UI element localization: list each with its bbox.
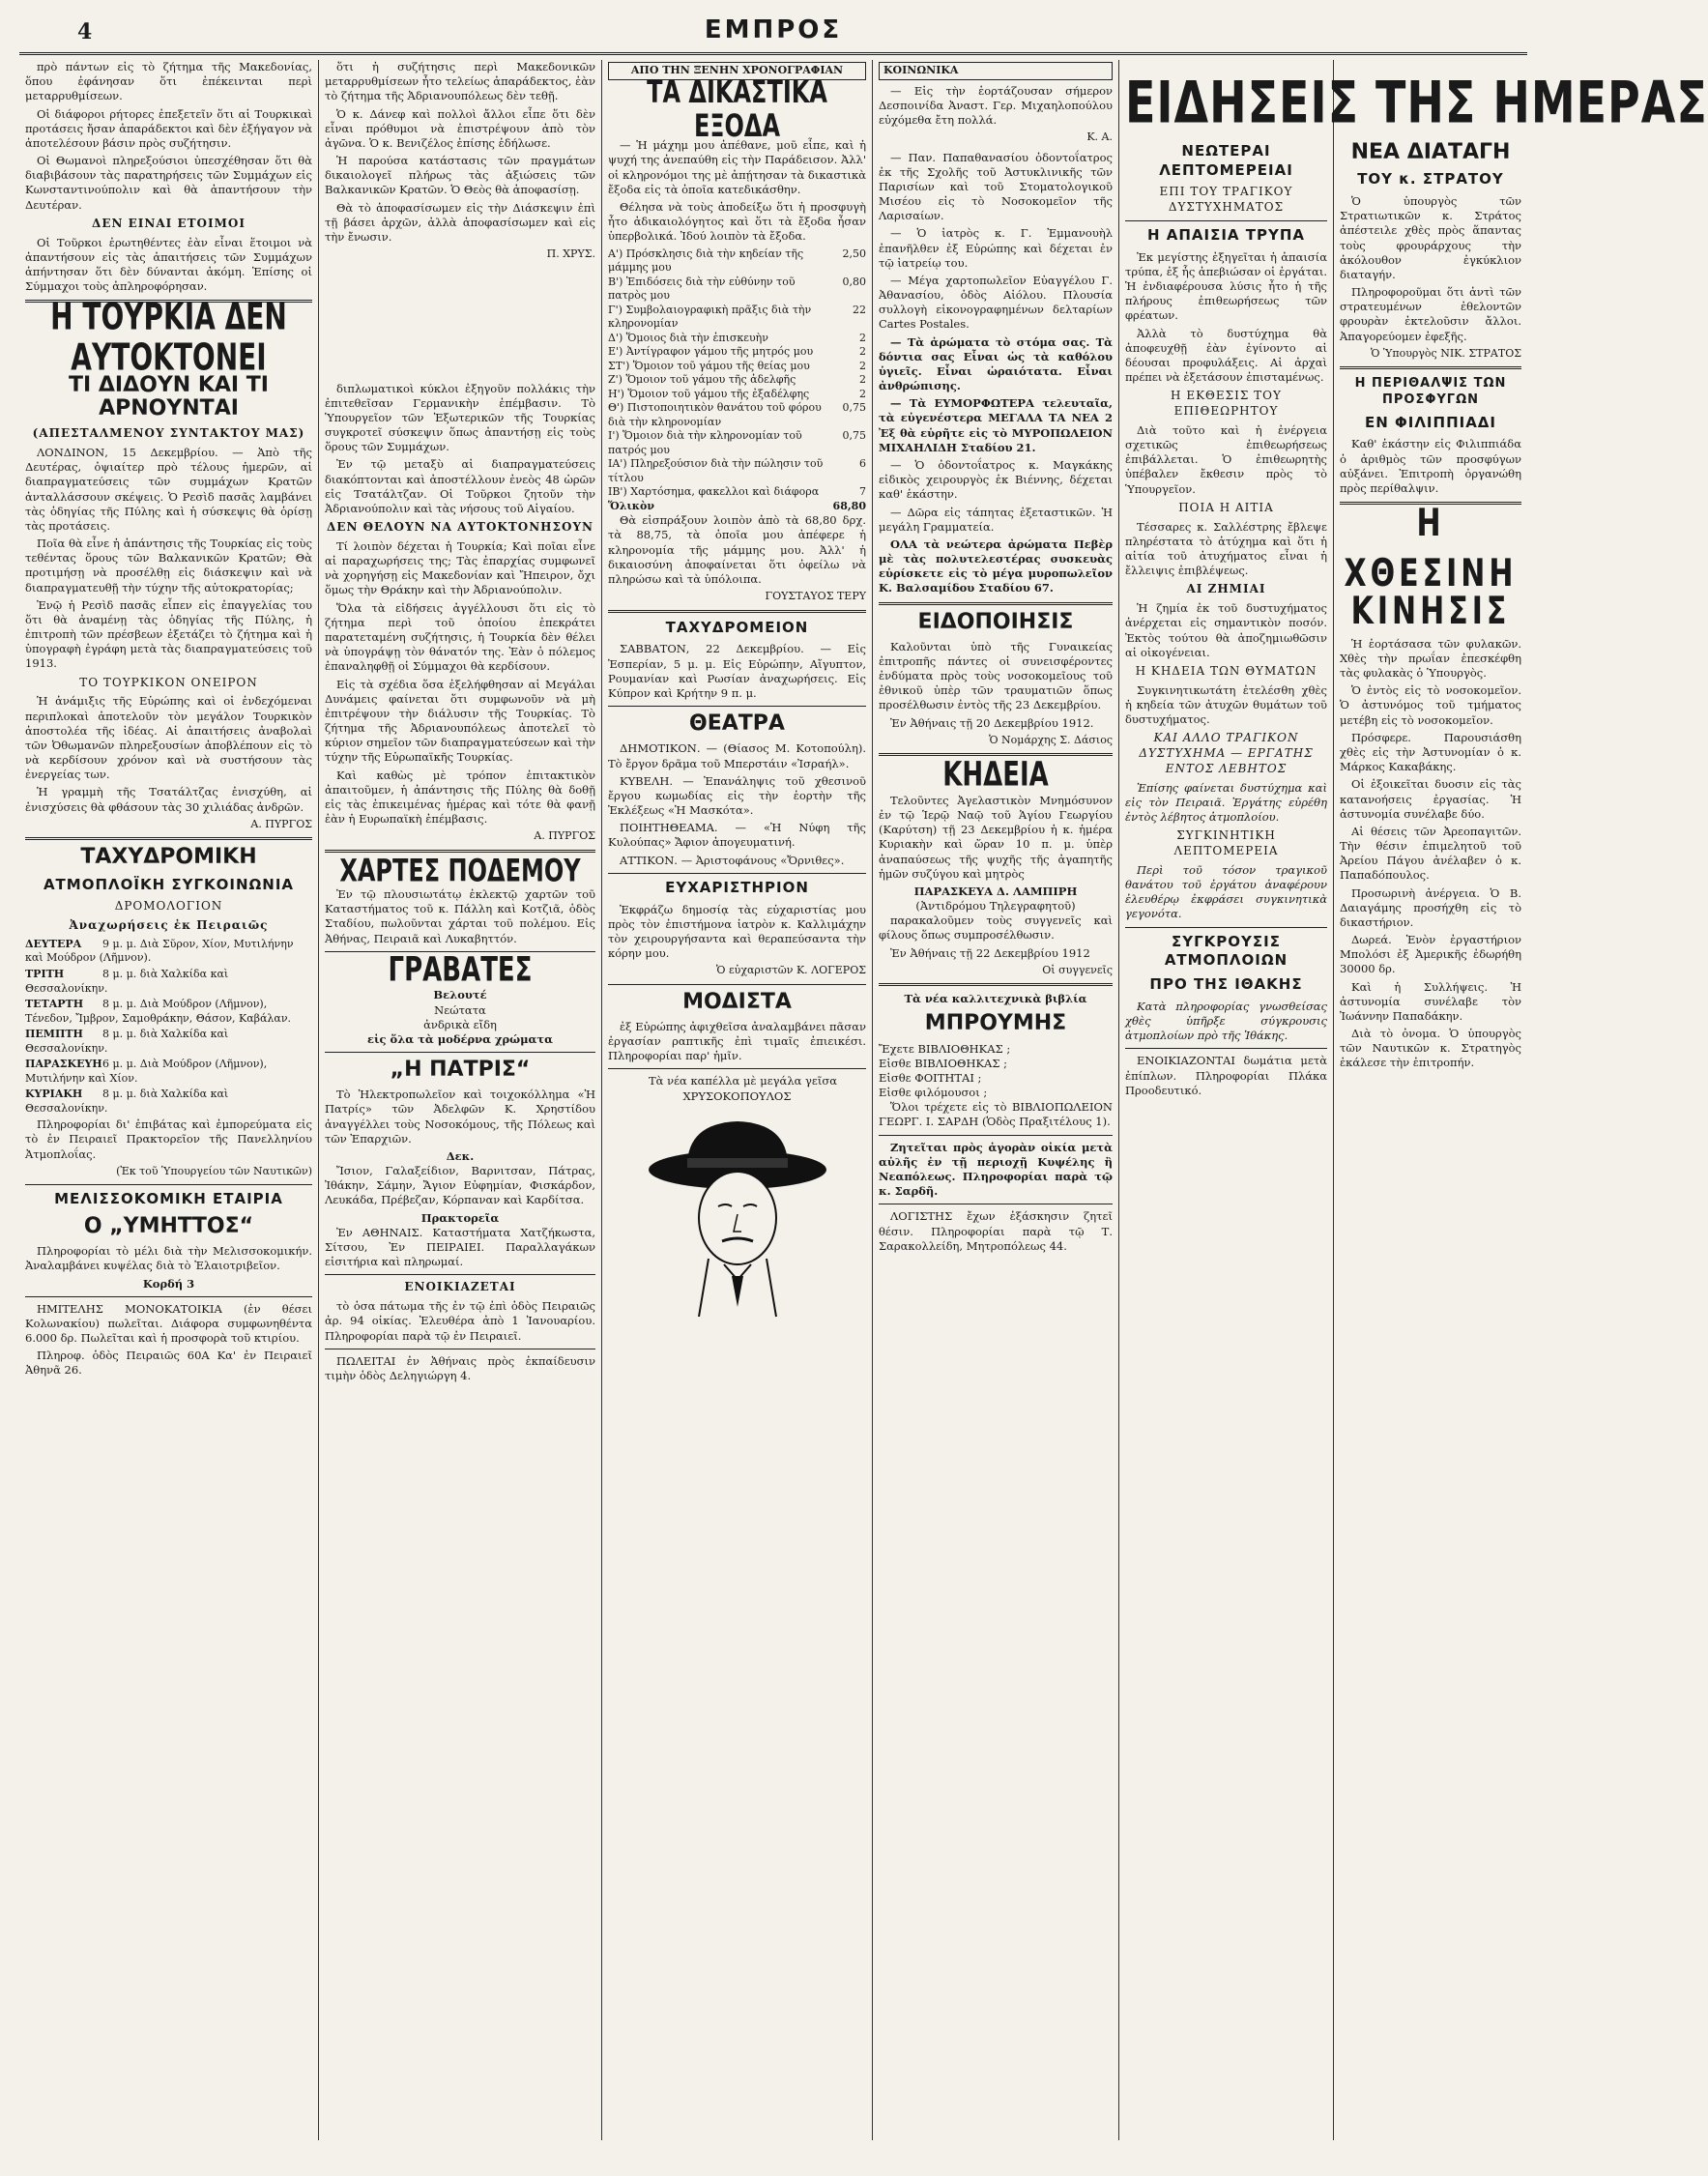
expense-label: Ε') Ἀντίγραφον γάμου τῆς μητρός μου (608, 345, 814, 359)
columns (19, 60, 1708, 2140)
article-text: Ἡ γραμμὴ τῆς Τσατάλτζας ἐνισχύθη, αἱ ἐνισχύσεις θὰ φθάσουν τὰς 30 χιλιάδας ἀνδρῶν. (25, 785, 312, 814)
column-2 (319, 60, 602, 2140)
article-text: Ὁ ὑπουργὸς τῶν Στρατιωτικῶν κ. Στράτος ἀπέστειλε χθὲς πρὸς ἅπαντας τοὺς φρουράρχους τὴν ἀκόλουθον ἐγκύκλιον διαταγήν. (1340, 193, 1521, 281)
expense-row (608, 276, 866, 304)
expense-amount: 2,50 (842, 247, 866, 260)
article-text: παρακαλοῦμεν τοὺς συγγενεῖς καὶ φίλους ὅπως συμπροσέλθωσιν. (879, 914, 1113, 943)
ad-text: Πληροφορίαι τὸ μέλι διὰ τὴν Μελισσοκομικήν. Ἀναλαμβάνει κυψέλας διὰ τὸ Ἐλαιοτριβεῖον. (25, 1244, 312, 1273)
headline: ΝΕΩΤΕΡΑΙ ΛΕΠΤΟΜΕΡΕΙΑΙ (1159, 141, 1293, 179)
article-text: Προσωρινὴ ἀνέργεια. Ὁ Β. Δαιαγάμης προσήχθη εἰς τὸ δικαστήριον. (1340, 885, 1521, 929)
article-text: Εἰς τὰ σχέδια ὅσα ἐξελήφθησαν αἱ Μεγάλαι Δυνάμεις φαίνεται ὅτι συμφωνοῦν νὰ μὴ ἐπιτρέψουν τὴν διάλυσιν τῆς Τουρκίας. Τὸ ζήτημα τῆς Ἀδριανουπόλεως ἀποτελεῖ τὸ κύριον σημεῖον τῶν διαπραγματεύσεων καὶ τὴν τύχην τῆς Εὐρωπαϊκῆς Τουρκίας. (325, 677, 595, 765)
headline: ΚΙΝΗΣΙΣ (1350, 589, 1511, 634)
expense-label: Β') Ἐπιδόσεις διὰ τὴν εὐθύνην τοῦ πατρὸς μου (608, 275, 796, 303)
article-text: Πληροφοροῦμαι ὅτι ἀντὶ τῶν στρατευμένων ἐθελοντῶν φρουρὰν ἐκτελοῦσιν ἄλλοι. Ἀπαγορεύομεν ἐφεξῆς. (1340, 285, 1521, 343)
article-text: ΚΥΒΕΛΗ. — Ἐπανάληψις τοῦ χθεσινοῦ ἔργου κωμωδίας εἰς τὴν ἑορτὴν τῆς Ἐκλέξεως «Ἡ Μασκότα». (608, 773, 866, 818)
ad-text: Ἐν ΑΘΗΝΑΙΣ. Καταστήματα Χατζήκωστα, Σίτσου, Ἐν ΠΕΙΡΑΙΕΙ. Παραλλαγάκων εἰσιτήρια καὶ πληρωμαί. (325, 1225, 595, 1269)
article-text: Ὁ κ. Δάνεφ καὶ πολλοὶ ἄλλοι εἶπε ὅτι δὲν εἶναι πρόθυμοι νὰ ἐπιστρέψουν ἀπὸ τὸν ἀγῶνα. Ὁ κ. Βενιζέλος ἐπίσης ἐδήλωσε. (325, 106, 595, 150)
section-banner: ΚΟΙΝΩΝΙΚΑ (879, 62, 1113, 80)
column-4 (873, 60, 1119, 2140)
ad-line: Δεκ. (446, 1148, 475, 1163)
article-text: διπλωματικοὶ κύκλοι ἐξηγοῦν πολλάκις τὴν ἐπιτεθεῖσαν Γερμανικὴν ἐπέμβασιν. Τὸ Ὑπουργεῖον τῶν Ἐξωτερικῶν τῆς Τουρκίας συγκροτεῖ σύσκεψιν ὅπως ἀπαντήσῃ εἰς τοὺς ὅρους τῶν Συμμάχων. (325, 381, 595, 454)
article-text: Ἡ ἑορτάσασα τῶν φυλακῶν. Χθὲς τὴν πρωΐαν ἐπεσκέφθη τὰς φυλακὰς ὁ Ὑπουργὸς. (1340, 636, 1521, 681)
newspaper-title: ΕΜΠΡΟΣ (704, 15, 843, 44)
hat-ad-illustration (608, 1114, 866, 1320)
article-text: Ἐκ μεγίστης ἐξηγεῖται ἡ ἀπαισία τρύπα, ἐξ ἧς ἀπεβιώσαν οἱ ἐργάται. Ἡ ἐνδιαφέρουσα λύσις ἦτο ἡ τῆς πλήρους ἐπιθεωρήσεως τῶν φρέατων. (1125, 249, 1327, 323)
page-number: 4 (77, 19, 93, 44)
article-text: — Ὁ ὀδοντοΐατρος κ. Μαγκάκης εἰδικὸς χειρουργὸς ἐκ Βιέννης, δέχεται καθ' ἑκάστην. (879, 457, 1113, 502)
article-text: Ἐν τῷ μεταξὺ αἱ διαπραγματεύσεις διακόπτονται καὶ ἀποστέλλουν ἐνεὸς 48 ὡρῶν εἰς Τσατάλτζαν. Οἱ Τοῦρκοι ζητοῦν τὴν Ἀδριανούπολιν καὶ τὰς νήσους τοῦ Αἰγαίου. (325, 457, 595, 515)
article-text: Ὁ ἐντὸς εἰς τὸ νοσοκομεῖον. Ὁ ἀστυνόμος τοῦ τμήματος μετέβη εἰς τὸ νοσοκομεῖον. (1340, 683, 1521, 727)
ad-heading: ΓΡΑΒΑΤΕΣ (388, 950, 533, 990)
article-text: Θὰ τὸ ἀποφασίσωμεν εἰς τὴν Διάσκεψιν ἐπὶ τῇ βάσει ἀρχῶν, ἀλλὰ ἀποφασίσωμεν καὶ εἰς τὴν ἔνωσιν. (325, 200, 595, 244)
expense-amount: 2 (859, 359, 866, 372)
headline: ΤΙ ΔΙΔΟΥΝ ΚΑΙ ΤΙ ΑΡΝΟΥΝΤΑΙ (69, 372, 269, 421)
ad-text: ΠΩΛΕΙΤΑΙ ἐν Ἀθήναις πρὸς ἐκπαίδευσιν τιμὴν ὁδὸς Δεληγιώργη 4. (325, 1353, 595, 1382)
headline: Η ΤΟΥΡΚΙΑ ΔΕΝ ΑΥΤΟΚΤΟΝΕΙ (50, 295, 287, 379)
article-text: Ἀλλὰ τὸ δυστύχημα θὰ ἀποφευχθῇ ἐὰν ἐγίνοντο αἱ δέουσαι προφυλάξεις. Αἱ ἀρχαὶ πρέπει νὰ ἐξετάσουν ἐπισταμένως. (1125, 326, 1327, 385)
column-3 (602, 60, 873, 2140)
expense-row (608, 360, 866, 374)
signature: Ὁ Νομάρχης Σ. Δάσιος (989, 733, 1113, 746)
article-text: Συγκινητικωτάτη ἐτελέσθη χθὲς ἡ κηδεία τῶν ἀτυχῶν θυμάτων τοῦ δυστυχήματος. (1125, 682, 1327, 727)
divider (25, 1184, 312, 1185)
expense-label: Ι') Ὅμοιον διὰ τὴν κληρονομίαν τοῦ πατρός μου (608, 429, 802, 456)
headline: ΤΟΥ κ. ΣΤΡΑΤΟΥ (1357, 170, 1504, 189)
mail-heading: ΑΤΜΟΠΛΟΪΚΗ ΣΥΓΚΟΙΝΩΝΙΑ (43, 875, 295, 893)
schedule-row: ΠΑΡΑΣΚΕΥΗ6 μ. μ. Διὰ Μούδρον (Λῆμνον), Μυτιλήνην καὶ Χίον. (25, 1058, 268, 1085)
expense-amount: 2 (859, 331, 866, 344)
expense-amount: 22 (853, 303, 866, 316)
expense-amount: 2 (859, 345, 866, 359)
article-text: — Παν. Παπαθανασίου ὁδοντοΐατρος ἐκ τῆς Σχολῆς τοῦ Ἀστυκλινικῆς τῶν Παρισίων καὶ τοῦ Στοματολογικοῦ Μισέου εἰς τὸ Νοσοκομεῖον τῆς Λαρισαίων. (879, 150, 1113, 223)
schedule-row: ΔΕΥΤΕΡΑ 9 μ. μ. Διὰ Σῦρον, Χίον, Μυτιλήνην καὶ Μούδρον (Λῆμνον). (25, 937, 294, 965)
expense-total: Ὅλικὸν 68,80 (608, 499, 866, 512)
article-text: Αἱ θέσεις τῶν Ἀρεοπαγιτῶν. Τὴν θέσιν ἐπιμελητοῦ τοῦ Ἀρείου Πάγου ἀνέλαβεν ὁ κ. Παπαδόπουλος. (1340, 824, 1521, 883)
ad-heading: ΜΠΡΟΥΜΗΣ (924, 1011, 1067, 1036)
article-text: Θέλησα νὰ τοὺς ἀποδείξω ὅτι ἡ προσφυγὴ ἦτο ἀδικαιολόγητος καὶ ὅτι τὰ ἔξοδα ἦσαν ὑπερβολικά. Ἰδού λοιπὸν τὰ ἔξοδα. (608, 199, 866, 244)
signature: (Ἐκ τοῦ Ὑπουργείου τῶν Ναυτικῶν) (116, 1164, 312, 1177)
article-text: — Ἡ μάχημ μου ἀπέθανε, μοῦ εἶπε, καὶ ἡ ψυχή της ἀνεπαύθη εἰς τὴν Παράδεισον. Ἀλλ' οἱ κληρονόμοι της μὲ ἀπῄτησαν τὰ δικαστικὰ ἔξοδα εἰς τὰ ὁποῖα κατεδικάσθην. (608, 138, 866, 196)
subheading: Η ΚΗΔΕΙΑ ΤΩΝ ΘΥΜΑΤΩΝ (1135, 663, 1317, 678)
ad-text: Πληροφ. ὁδὸς Πειραιῶς 60Α Κα' ἐν Πειραιεῖ Ἀθηνᾶ 26. (25, 1349, 312, 1378)
schedule-row: ΤΕΤΑΡΤΗ 8 μ. μ. Διὰ Μούδρον (Λῆμνον), Τένεδον, Ἴμβρον, Σαμοθράκην, Θάσον, Καβάλαν. (25, 998, 292, 1025)
divider (608, 984, 866, 985)
expense-label: Δ') Ὅμοιος διὰ τὴν ἐπισκευὴν (608, 331, 768, 344)
expense-row (608, 373, 866, 388)
ad-text: ἐξ Εὐρώπης ἀφιχθεῖσα ἀναλαμβάνει πᾶσαν ἐργασίαν ραπτικῆς ἐπὶ τιμαῖς ἐπιεικέσι. Πληροφορίαι παρ' ἡμῖν. (608, 1019, 866, 1063)
headline: ΕΠΙ ΤΟΥ ΤΡΑΓΙΚΟΥ ΔΥΣΤΥΧΗΜΑΤΟΣ (1159, 185, 1293, 215)
ad-heading: ΧΑΡΤΕΣ ΠΟΔΕΜΟΥ (339, 852, 581, 889)
divider (325, 1274, 595, 1275)
signature: Α. ΠΥΡΓΟΣ (534, 829, 595, 843)
expense-row (608, 247, 866, 276)
expense-row (608, 457, 866, 485)
expense-label: ΣΤ') Ὅμοιον τοῦ γάμου τῆς θείας μου (608, 359, 810, 372)
ad-heading: ΜΕΛΙΣΣΟΚΟΜΙΚΗ ΕΤΑΙΡΙΑ (54, 1190, 283, 1208)
article-text: Θὰ εἰσπράξουν λοιπὸν ἀπὸ τὰ 68,80 δρχ. τὰ 88,75, τὰ ὁποῖα μου ἀπέφερε ἡ κληρονομία τῆς μάμμης μου. Ἀλλ' ἡ δικαιοσύνη ἀποφαίνεται ὅτι ὀφείλω νὰ πληρώσω καὶ τὰ ὑπόλοιπα. (608, 513, 866, 586)
expense-row (608, 304, 866, 332)
spacer (325, 268, 595, 382)
schedule-row: ΤΡΙΤΗ 8 μ. μ. διὰ Χαλκίδα καὶ Θεσσαλονίκην. (25, 968, 229, 995)
subheading: ΣΥΓΚΙΝΗΤΙΚΗ ΛΕΠΤΟΜΕΡΕΙΑ (1173, 828, 1279, 858)
article-text: ΛΟΝΔΙΝΟΝ, 15 Δεκεμβρίου. — Ἀπὸ τῆς Δευτέρας, ὀψιαίτερ πρὸ τέλους ἡμερῶν, αἱ διαπραγματεύσεις τῶν συμμάχων Κρατῶν ἀνταλλάσσουν σκέψεις. Ὁ Ρεσὶδ πασᾶς λαμβάνει τὰς ὁδηγίας τῆς Πύλης καὶ ἡ σύσκεψις θὰ ὁρίσῃ τὰς προτάσεις. (25, 446, 312, 533)
article-text: Κατὰ πληροφορίας γνωσθείσας χθὲς ὑπῆρξε σύγκρουσις ἀτμοπλοίων πρὸ τῆς Ἰθάκης. (1125, 999, 1327, 1043)
article-text: — Μέγα χαρτοπωλεῖον Εὐαγγέλου Γ. Ἀθανασίου, ὁδὸς Αἰόλου. Πλουσία συλλογὴ εἰκονογραφημένων δελταρίων Cartes Postales. (879, 273, 1113, 332)
expense-row (608, 345, 866, 360)
expense-amount: 0,75 (842, 401, 866, 415)
article-text: Διὰ τὸ ὀνομα. Ὁ ὑπουργὸς τῶν Ναυτικῶν κ. Στρατηγὸς ἐκάλεσε τὴν ἐπιτροπήν. (1340, 1027, 1521, 1070)
divider (608, 1068, 866, 1069)
article-text: Ἐπίσης φαίνεται δυστύχημα καὶ εἰς τὸν Πειραιᾶ. Ἐργάτης εὑρέθη ἐντὸς λέβητος ἀτμοπλοίου. (1125, 780, 1327, 825)
expense-amount: 7 (859, 485, 866, 499)
subheading: Η ΕΚΘΕΣΙΣ ΤΟΥ ΕΠΙΘΕΩΡΗΤΟΥ (1171, 389, 1282, 419)
subheading: ΑΙ ΖΗΜΙΑΙ (1186, 582, 1266, 596)
ad-heading: ΜΟΔΙΣΤΑ (682, 989, 792, 1014)
divider (1340, 366, 1521, 369)
expense-label: Θ') Πιστοποιητικὸν θανάτου τοῦ φόρου διὰ τὴν κληρονομίαν (608, 401, 822, 428)
article-text: Πρόσφερε. Παρουσιάσθη χθὲς εἰς τὴν Ἀστυνομίαν ὁ κ. Μάρκος Κακαβάκης. (1340, 730, 1521, 774)
subheading: ΔΕΝ ΘΕΛΟΥΝ ΝΑ ΑΥΤΟΚΤΟΝΗΣΟΥΝ (327, 520, 593, 535)
divider (25, 837, 312, 840)
expense-row (608, 401, 866, 429)
article-text: Τέσσαρες κ. Σαλλέστρης ἔβλεψε πληρέστατα τὸ ἀτύχημα καὶ ὅτι ἡ αἰτία τοῦ ἀτυχήματος εἶναι ἡ ἔλλειψις ἐπιβλέψεως. (1125, 519, 1327, 578)
article-text: ΑΤΤΙΚΟΝ. — Ἀριστοφάνους «Ὄρνιθες». (620, 853, 845, 867)
schedule-row: ΠΕΜΠΤΗ 8 μ. μ. διὰ Χαλκίδα καὶ Θεσσαλονίκην. (25, 1028, 229, 1055)
headline: Η ΠΕΡΙΘΑΛΨΙΣ ΤΩΝ ΠΡΟΣΦΥΓΩΝ (1354, 376, 1507, 408)
subheading: ΠΟΙΑ Η ΑΙΤΙΑ (1178, 500, 1274, 514)
expense-row (608, 388, 866, 402)
signature: Ὁ Ὑπουργὸς ΝΙΚ. ΣΤΡΑΤΟΣ (1371, 346, 1521, 360)
newspaper-page (19, 14, 1708, 2140)
article-text: — Τὰ ΕΥΜΟΡΦΩΤΕΡΑ τελευταῖα, τὰ εὐγενέστερα ΜΕΓΑΛΑ ΤΑ ΝΕΑ 2 Ἐξ θὰ εὑρῆτε εἰς τὸ ΜΥΡΟΠΩΛΕΙΟΝ ΜΙΧΑΗΛΙΔΗ Σταδίου 21. (879, 396, 1113, 454)
ad-text: Ἐν τῷ πλουσιωτάτῳ ἐκλεκτῷ χαρτῶν τοῦ Καταστήματος τοῦ κ. Πάλλη καὶ Κοτζιᾶ, ὁδὸς Σταδίου, πωλοῦνται χάρται τοῦ πολέμου. Εἰς Ἀθήνας, Πειραιᾶ καὶ Λυκαβηττόν. (325, 887, 595, 945)
expense-row (608, 485, 866, 500)
article-text: Καὶ καθὼς μὲ τρόπον ἐπιτακτικὸν ἀπαιτοῦμεν, ἡ ἀπάντησις τῆς Πύλης θὰ δοθῇ εἰς τὰς ἐπικειμένας ἡμέρας καὶ τότε θὰ φανῇ ἐὰν ἡ Ευρωπαϊκὴ ἐπέμβασις. (325, 768, 595, 827)
schedule-row: ΚΥΡΙΑΚΗ 8 μ. μ. διὰ Χαλκίδα καὶ Θεσσαλονίκην. (25, 1088, 229, 1115)
ad-text: Ὅλοι τρέχετε εἰς τὸ ΒΙΒΛΙΟΠΩΛΕΙΟΝ ΓΕΩΡΓ. Ι. ΣΑΡΔΗ (Ὁδὸς Πραξιτέλους 1). (879, 1100, 1113, 1129)
byline: (ΑΠΕΣΤΑΛΜΕΝΟΥ ΣΥΝΤΑΚΤΟΥ ΜΑΣ) (32, 426, 305, 441)
article-text: Καλοῦνται ὑπὸ τῆς Γυναικείας ἐπιτροπῆς πάντες οἱ συνεισφέροντες ἐνδύματα πρὸς τοὺς νοσοκομεῖους τοῦ ἐθνικοῦ ὑπὲρ τῶν τραυματιῶν ὅπως προσέλθωσιν ἐντὸς τῆς 23 Δεκεμβρίου. (879, 639, 1113, 712)
article-text: Ἡ ἀνάμιξις τῆς Εὐρώπης καὶ οἱ ἐνδεχόμεναι περιπλοκαὶ ἀποτελοῦν τὸν μεγάλον Τουρκικὸν ἀποστολέα τῆς ἰδέας. Αἱ ἀπαιτήσεις ἀναβολαὶ τῶν Ὀθωμανῶν πληρεξουσίων ἀποβλέπουν εἰς τὸ νὰ κερδίσουν χρόνον καὶ νὰ συστήσουν τὰς ἐνεργείας των. (25, 694, 312, 782)
article-text: Δωρεά. Ἑνὸν ἐργαστήριον Μπολόσι ἐξ Ἀμερικῆς ἐδωρήθη 30000 δρ. (1340, 933, 1521, 976)
signature: Οἱ συγγενεῖς (1042, 963, 1113, 976)
expense-amount: 0,75 (842, 429, 866, 443)
section-heading: ΕΥΧΑΡΙΣΤΗΡΙΟΝ (665, 878, 809, 896)
article-text: Ἡ ζημία ἐκ τοῦ δυστυχήματος ἀνέρχεται εἰς σημαντικὸν ποσόν. Ἐκτὸς τούτου θὰ ἀποζημιωθῶσιν αἱ οἰκογένειαι. (1125, 601, 1327, 659)
section-heading: ΤΑΧΥΔΡΟΜΕΙΟΝ (665, 618, 809, 636)
book-question: Εἰσθε ΒΙΒΛΙΟΘΗΚΑΣ ; (879, 1056, 1008, 1070)
book-question: Εἰσθε φιλόμουσοι ; (879, 1086, 988, 1100)
ad-text: τὸ ὁσα πάτωμα τῆς ἐν τῷ ἐπὶ ὁδὸς Πειραιῶς ἀρ. 94 οἰκίας. Ἐλευθέρα ἀπὸ 1 Ἰανουαρίου. Πληροφορίαι παρὰ τῷ ἐν Πειραιεῖ. (325, 1299, 595, 1343)
article-text: Ἡ παρούσα κατάστασις τῶν πραγμάτων δικαιολογεῖ πλήρως τὰς ἀξιώσεις τῶν Βαλκανικῶν Κρατῶν. Ὁ Θεὸς θὰ ἀποφασίσῃ. (325, 154, 595, 197)
ad-text: ΛΟΓΙΣΤΗΣ ἔχων ἐξάσκησιν ζητεῖ θέσιν. Πληροφορίαι παρὰ τῷ Τ. Σαρακολλείδη, Μητροπόλεως 44. (879, 1209, 1113, 1253)
divider (608, 610, 866, 613)
mail-subheading: ΔΡΟΜΟΛΟΓΙΟΝ (114, 899, 223, 914)
book-question: Εἰσθε ΦΟΙΤΗΤΑΙ ; (879, 1070, 982, 1085)
ad-line: Τὰ νέα καλλιτεχνικὰ βιβλία (904, 992, 1087, 1006)
article-text: Πληροφορίαι δι' ἐπιβάτας καὶ ἐμπορεύματα εἰς τὸ ἐν Πειραιεῖ Πρακτορεῖον τῆς Πανελληνίου Ἀτμοπλοΐας. (25, 1117, 312, 1161)
article-text: Περὶ τοῦ τόσον τραγικοῦ θανάτου τοῦ ἐργάτου ἀναφέρουν ἐλευθέρῳ ἐκφράσει συγκινητικὰ γεγονότα. (1125, 862, 1327, 921)
article-text: Καθ' ἑκάστην εἰς Φιλιππιάδα ὁ ἀριθμὸς τῶν προσφύγων αὐξάνει. Ἐπιτροπὴ ὀργανώθη πρὸς περίθαλψιν. (1340, 437, 1521, 495)
book-question: Ἔχετε ΒΙΒΛΙΟΘΗΚΑΣ ; (879, 1041, 1011, 1056)
ad-heading: „Η ΠΑΤΡΙΣ“ (390, 1058, 531, 1083)
article-text: Τελοῦντες Ἀγελαστικὸν Μνημόσυνον ἐν τῷ Ἱερῷ Ναῷ τοῦ Ἁγίου Γεωργίου (Καρύτση) τῇ 23 Δεκεμβρίου ἡ κ. ἡμέρα Κυριακὴν καὶ ὥραν 10 π. μ. ὑπὲρ ἀναπαύσεως τῆς ψυχῆς τῆς ἀγαπητῆς ἡμῶν συζύγου καὶ μητρὸς (879, 793, 1113, 881)
deceased-name: ΠΑΡΑΣΚΕΥΑ Δ. ΛΑΜΠΙΡΗ (913, 884, 1078, 898)
headline: ΤΑ ΔΙΚΑΣΤΙΚΑ ΕΞΟΔΑ (647, 73, 827, 145)
article-text: ΔΗΜΟΤΙΚΟΝ. — (Θίασος Μ. Κοτοπούλη). Τὸ ἔργον δρᾶμα τοῦ Μπερστάιν «Ἰσραήλ». (608, 741, 866, 770)
article-text: Οἱ Τοῦρκοι ἐρωτηθέντες ἐὰν εἶναι ἕτοιμοι νὰ ἀπαντήσουν εἰς τὰς ἀπαιτήσεις τῶν Συμμάχων ἀπήντησαν ὅτι δὲν δύνανται ἀκόμη. Ἐπίσης οἱ Σύμμαχοι τοὺς ἀπληροφόρησαν. (25, 235, 312, 294)
divider (1125, 1048, 1327, 1049)
headline: ΝΕΑ ΔΙΑΤΑΓΗ (1350, 140, 1511, 164)
ad-text: Τὸ Ἠλεκτροπωλεῖον καὶ τοιχοκόλλημα «Ἡ Πατρίς» τῶν Ἀδελφῶν Κ. Χρηστίδου ἀναγγέλλει τοὺς Νοσοκόμους, τῆς Πόλεως καὶ τῶν Ἐπαρχιῶν. (325, 1088, 595, 1146)
man-with-hat-icon (641, 1114, 834, 1317)
divider (325, 1052, 595, 1053)
ad-text: Ἴσιον, Γαλαξείδιον, Βαρνιτσαν, Πάτρας, Ἰθάκην, Σάμην, Ἄγιον Εὐφημίαν, Φισκάρδον, Λευκάδα, Πρέβεζαν, Κόρπαναν καὶ Καρδίτσα. (325, 1164, 595, 1207)
subheading: ΚΑΙ ΑΛΛΟ ΤΡΑΓΙΚΟΝ ΔΥΣΤΥΧΗΜΑ — ΕΡΓΑΤΗΣ ΕΝΤΟΣ ΛΕΒΗΤΟΣ (1139, 731, 1314, 775)
article-text: Ἐνῷ ἡ Ρεσὶδ πασᾶς εἶπεν εἰς ἐπαγγελίας του ὅτι θὰ ἀναμένῃ τὰς ὁδηγίας τῆς Πύλης, ἡ ἐπιτροπὴ τῶν πρέσβεων ἐξετάζει τὸ ζήτημα καὶ ἡ ὑπογραφὴ ἐγράφη μετὰ τὰς διαπραγματεύσεις τοῦ 1913. (25, 597, 312, 671)
divider (608, 706, 866, 707)
section-heading: ΚΗΔΕΙΑ (942, 755, 1049, 796)
ad-heading: Ο „ΥΜΗΤΤΟΣ“ (83, 1213, 254, 1238)
ad-text: ΕΝΟΙΚΙΑΖΟΝΤΑΙ δωμάτια μετὰ ἐπίπλων. Πληροφορίαι Πλάκα Προοδευτικό. (1125, 1054, 1327, 1097)
divider (25, 1296, 312, 1297)
masthead (19, 14, 1527, 55)
ad-line: ἀνδρικὰ εἴδη (423, 1017, 497, 1031)
article-text: ὅτι ἡ συζήτησις περὶ Μακεδονικῶν μεταρρυθμίσεων ἦτο τελείως ἀπαράδεκτος, ἐὰν τὸ ζήτημα τῆς Ἀδριανουπόλεως δὲν τεθῇ. (325, 60, 595, 103)
expense-label: Α') Πρόσκλησις διὰ τὴν κηδείαν τῆς μάμμης μου (608, 247, 804, 275)
column-6 (1334, 60, 1527, 2140)
signature: ΓΟΥΣΤΑΥΟΣ ΤΕΡΥ (765, 590, 866, 603)
expense-list (608, 247, 866, 500)
divider (879, 1135, 1113, 1136)
headline: ΣΥΓΚΡΟΥΣΙΣ ΑΤΜΟΠΛΟΙΩΝ (1164, 932, 1288, 970)
mail-subheading: Ἀναχωρήσεις ἐκ Πειραιῶς (69, 918, 269, 933)
expense-label: Ζ') Ὅμοιον τοῦ γάμου τῆς ἀδελφῆς (608, 373, 796, 387)
article-text: ΣΑΒΒΑΤΟΝ, 22 Δεκεμβρίου. — Εἰς Ἐσπερίαν, 5 μ. μ. Εἰς Εὐρώπην, Αἴγυπτον, Ρουμανίαν καὶ Ρωσίαν ἀναχωρήσεις. Εἰς Κύπρον καὶ Κρήτην 9 π. μ. (608, 642, 866, 700)
article-text: Οἱ διάφοροι ρήτορες ἐπεξετεῖν ὅτι αἱ Τουρκικαὶ προτάσεις ἤσαν ἀπαράδεκτοι καὶ δὲν ἐξήγαγον νὰ ἀποτελέσουν βάσιν πρὸς συζήτησιν. (25, 106, 312, 150)
ad-text: Τὰ νέα καπέλλα μὲ μεγάλα γεῖσα ΧΡΥΣΟΚΟΠΟΥΛΟΣ (649, 1074, 837, 1103)
ad-address: Κορδή 3 (142, 1276, 195, 1291)
section-heading: ΕΙΔΟΠΟΙΗΣΙΣ (917, 609, 1074, 634)
section-banner: ΑΠΟ ΤΗΝ ΞΕΝΗΝ ΧΡΟΝΟΓΡΑΦΙΑΝ (608, 62, 866, 80)
expense-label: ΙΑ') Πληρεξούσιον διὰ τὴν πώλησιν τοῦ τίτλου (608, 457, 824, 484)
article-text: Ἐν Ἀθήναις τῇ 20 Δεκεμβρίου 1912. (890, 715, 1094, 730)
article-text: πρὸ πάντων εἰς τὸ ζήτημα τῆς Μακεδονίας, ὅπου ἐφάνησαν ὅτι ἐπέκεινται περὶ μεταρρυθμίσεων. (25, 60, 312, 103)
headline: Η ΧΘΕΣΙΝΗ (1344, 501, 1518, 595)
signature: Ὁ εὐχαριστῶν Κ. ΛΟΓΕΡΟΣ (716, 964, 866, 977)
divider (879, 983, 1113, 986)
signature: Κ. Α. (1086, 131, 1113, 144)
signature: Π. ΧΡΥΣ. (546, 247, 595, 261)
divider (608, 873, 866, 874)
ad-text: Ζητεῖται πρὸς ἀγορὰν οἰκία μετὰ αὐλῆς ἐν τῇ περιοχῇ Κυψέλης ἢ Νεαπόλεως. Πληροφορίαι παρὰ τῷ κ. Σαρδῆ. (879, 1140, 1113, 1199)
article-text: — Ὁ ἰατρὸς κ. Γ. Ἐμμανουὴλ ἐπανῆλθεν ἐξ Εὐρώπης καὶ δέχεται ἐν τῷ ἰατρείῳ του. (879, 226, 1113, 270)
article-text: Τί λοιπὸν δέχεται ἡ Τουρκία; Καὶ ποῖαι εἶνε αἱ παραχωρήσεις της; Τὰς ἐπαρχίας συμφωνεῖ νὰ χορηγήσῃ εἰς Μακεδονίαν καὶ Ἤπειρον, ὄχι ὅμως τὴν Θράκην καὶ τὴν Ἀδριανούπολιν. (325, 538, 595, 597)
subheading: ΤΟ ΤΟΥΡΚΙΚΟΝ ΟΝΕΙΡΟΝ (79, 675, 258, 689)
column-1 (19, 60, 319, 2140)
article-text: — Εἰς τὴν ἑορτάζουσαν σήμερον Δεσποινίδα Ἀναστ. Γερ. Μιχαηλοπούλου εὐχόμεθα ἔτη πολλά. (879, 83, 1113, 127)
section-title: ΕΙΔΗΣΕΙΣ ΤΗΣ ΗΜΕΡΑΣ (1125, 68, 1708, 136)
article-text: ΟΛΑ τὰ νεώτερα ἀρώματα Πεβὲρ μὲ τὰς πολυτελεστέρας συσκευὰς εὑρίσκετε εἰς τὸ μέγα μυροπωλεῖον Κ. Βαλσαμίδου Σταδίου 67. (879, 537, 1113, 595)
expense-amount: 0,80 (842, 275, 866, 288)
deceased-note: (Ἀντιδρόμου Τηλεγραφητοῦ) (915, 899, 1076, 914)
article-text: Διὰ τοῦτο καὶ ἡ ἐνέργεια σχετικῶς ἐπιθεωρήσεως ἐπιβάλλεται. Ὁ ἐπιθεωρητὴς ὑπέβαλεν ἔκθεσιν πρὸς τὸ Ὑπουργεῖον. (1125, 422, 1327, 496)
expense-amount: 6 (859, 457, 866, 471)
article-text: — Δῶρα εἰς τάπητας ἐξεταστικῶν. Ἡ μεγάλη Γραμματεία. (879, 505, 1113, 534)
mail-heading: ΤΑΧΥΔΡΟΜΙΚΗ (80, 845, 257, 870)
article-text: Ἐν Ἀθήναις τῇ 22 Δεκεμβρίου 1912 (890, 945, 1090, 960)
ad-line: εἰς ὅλα τὰ μοδέρνα χρώματα (367, 1031, 553, 1046)
article-text: Ἐκφράζω δημοσίᾳ τὰς εὐχαριστίας μου πρὸς τὸν ἐπιστήμονα ἰατρὸν κ. Καλλιμάχην τὸν χειρουργήσαντα καὶ θεραπεύσαντα τὴν κόρην μου. (608, 902, 866, 961)
headline: ΠΡΟ ΤΗΣ ΙΘΑΚΗΣ (1149, 975, 1303, 994)
expense-label: Η') Ὅμοιον τοῦ γάμου τῆς ἐξαδέλφης (608, 387, 810, 400)
article-text: Οἱ Θωμανοὶ πληρεξούσιοι ὑπεσχέθησαν ὅτι θὰ διαβιβάσουν τὰς παρατηρήσεις τῶν Συμμάχων εἰς Κωνσταντινούπολιν καὶ θὰ ἀπαντήσουν τὴν Δευτέραν. (25, 154, 312, 212)
expense-row (608, 429, 866, 457)
ad-heading: ΕΝΟΙΚΙΑΖΕΤΑΙ (404, 1280, 516, 1294)
signature: Α. ΠΥΡΓΟΣ (250, 817, 312, 830)
expense-label: ΙΒ') Χαρτόσημα, φακελλοι καὶ διάφορα (608, 485, 820, 499)
expense-row (608, 332, 866, 346)
article-text: Ποῖα θὰ εἶνε ἡ ἀπάντησις τῆς Τουρκίας εἰς τοὺς τεθέντας ὅρους τῶν Βαλκανικῶν Κρατῶν; Θὰ προτιμήσῃ νὰ προσέλθῃ εἰς διάσκεψιν καὶ νὰ διαπραγματευθῇ τὴν τύχην τῆς αὐτοκρατορίας; (25, 537, 312, 595)
ad-line: Νεώτατα (434, 1002, 486, 1017)
divider (1125, 220, 1327, 221)
divider (1125, 927, 1327, 928)
ad-line: Βελουτέ (433, 988, 487, 1002)
article-text: Οἱ ἐξοικεῖται δυοσιν εἰς τὰς κατανοήσεις ἐργασίας. Ἡ ἀστυνομία συνέλαβε δύο. (1340, 777, 1521, 821)
article-text: ΠΟΙΗΤΗΘΕΑΜΑ. — «Ἡ Νύφη τῆς Κυλούπας» Ἄφιον ἀπογευματινή. (608, 821, 866, 850)
ad-text: ΗΜΙΤΕΛΗΣ ΜΟΝΟΚΑΤΟΙΚΙΑ (ἐν θέσει Κολωνακίου) πωλεῖται. Διάφορα συμφωνηθέντα 6.000 δρ. Πωλεῖται καὶ ἡ προσφορὰ τοῦ κτιρίου. (25, 1301, 312, 1346)
article-text: Ὅλα τὰ εἰδήσεις ἀγγέλλουσι ὅτι εἰς τὸ ζήτημα περὶ τοῦ ὁποίου ἐπεκράτει παρατεταμένη συζήτησις, ἡ Τουρκία δὲν θέλει νὰ ὑπογράψῃ τὸν θάνατόν της. Ἐὰν ὁ πόλεμος ἐπαναληφθῇ οἱ Σύμμαχοι θὰ κερδίσουν. (325, 600, 595, 674)
section-heading: ΘΕΑΤΡΑ (689, 711, 785, 737)
headline: ΕΝ ΦΙΛΙΠΠΙΑΔΙ (1364, 413, 1497, 431)
expense-amount: 2 (859, 387, 866, 400)
divider (879, 602, 1113, 605)
article-text: Καὶ ἡ Συλλήψεις. Ἡ ἀστυνομία συνέλαβε τὸν Ἰωάννην Παπαδάκην. (1340, 979, 1521, 1023)
expense-label: Γ') Συμβολαιογραφικὴ πρᾶξις διὰ τὴν κληρονομίαν (608, 303, 812, 331)
subheading: Η ΑΠΑΙΣΙΑ ΤΡΥΠΑ (1146, 225, 1306, 244)
ad-line: Πρακτορεῖα (420, 1210, 500, 1225)
subheading: ΔΕΝ ΕΙΝΑΙ ΕΤΟΙΜΟΙ (92, 216, 246, 230)
article-text: — Τὰ ἀρώματα τὸ στόμα σας. Τὰ δόντια σας Εἶναι ὡς τὰ καθόλου ὑγιεῖς. Εἶναι ὡραιότατα. Εἶναι ἀνθρώπισης. (879, 334, 1113, 393)
expense-amount: 2 (859, 373, 866, 387)
